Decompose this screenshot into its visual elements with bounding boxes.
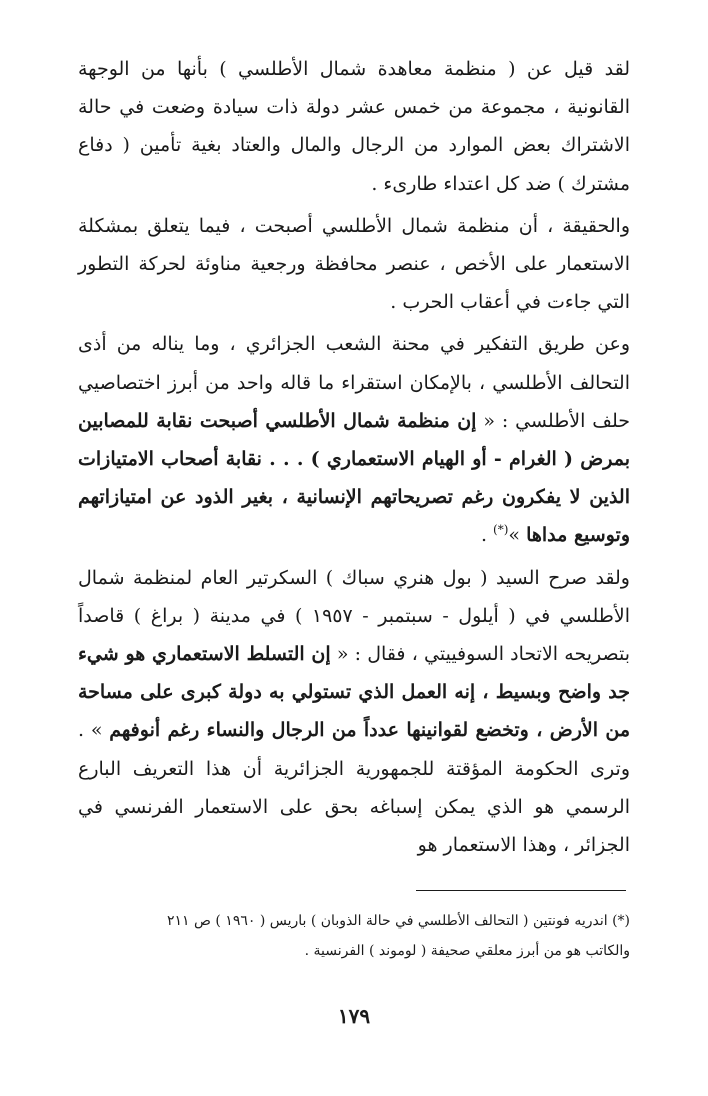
paragraph-3-text-before: وعن طريق التفكير في محنة الشعب الجزائري ، وما يناله من أذى التحالف الأطلسي ، بالإمكان استقراء ما قاله واحد من أبرز اختصاصيي حلف الأطلسي : «	[78, 333, 630, 432]
paragraph-3-quote: إن منظمة شمال الأطلسي أصبحت نقابة للمصابين بمرض ( الغرام - أو الهيام الاستعماري ) . . . نقابة أصحاب الامتيازات الذين لا يفكرون رغم تصريحاتهم الإنسانية ، بغير الذود عن امتيازاتهم وتوسيع مداها	[78, 409, 630, 547]
footnote-line-2: والكاتب هو من أبرز معلقي صحيفة ( لوموند ) الفرنسية .	[304, 943, 630, 959]
footnote-line-1: (*) اندريه فونتين ( التحالف الأطلسي في حالة الذوبان ) باريس ( ١٩٦٠ ) ص ٢١١	[166, 913, 630, 929]
paragraph-4	[78, 559, 630, 865]
paragraph-4-text-after: » . وترى الحكومة المؤقتة للجمهورية الجزائرية أن هذا التعريف البارع الرسمي هو الذي يمكن إسباغه بحق على الاستعمار الفرنسي في الجزائر ، وهذا الاستعمار هو	[78, 719, 630, 857]
footnote	[90, 906, 630, 966]
page-number: ١٧٩	[337, 1004, 371, 1028]
page-body	[78, 50, 630, 864]
footnote-divider	[416, 890, 626, 891]
footnote-reference: (*)	[493, 523, 509, 538]
paragraph-1-text: لقد قيل عن ( منظمة معاهدة شمال الأطلسي ) بأنها من الوجهة القانونية ، مجموعة من خمس عشر دولة ذات سيادة وضعت في حالة الاشتراك بعض الموارد من الرجال والمال والعتاد بغية تأمين ( دفاع مشترك ) ضد كل اعتداء طارىء .	[78, 58, 630, 195]
paragraph-1	[78, 50, 630, 203]
paragraph-2	[78, 207, 630, 322]
paragraph-3-text-after: »	[508, 524, 527, 547]
paragraph-3	[78, 325, 630, 554]
paragraph-4-text-before: ولقد صرح السيد ( بول هنري سباك ) السكرتير العام لمنظمة شمال الأطلسي في ( أيلول - سبتمبر - ١٩٥٧ ) في مدينة ( براغ ) قاصداً بتصريحه الاتحاد السوفييتي ، فقال : «	[78, 566, 630, 666]
paragraph-4-quote: إن التسلط الاستعماري هو شيء جد واضح وبسيط ، إنه العمل الذي تستولي به دولة كبرى على مساحة من الأرض ، وتخضع لقوانينها عدداً من الرجال والنساء رغم أنوفهم	[78, 643, 630, 742]
paragraph-3-text-end: .	[480, 524, 494, 547]
paragraph-2-text: والحقيقة ، أن منظمة شمال الأطلسي أصبحت ، فيما يتعلق بمشكلة الاستعمار على الأخص ، عنصر محافظة ورجعية مناوئة لحركة التطور التي جاءت في أعقاب الحرب .	[78, 214, 630, 314]
